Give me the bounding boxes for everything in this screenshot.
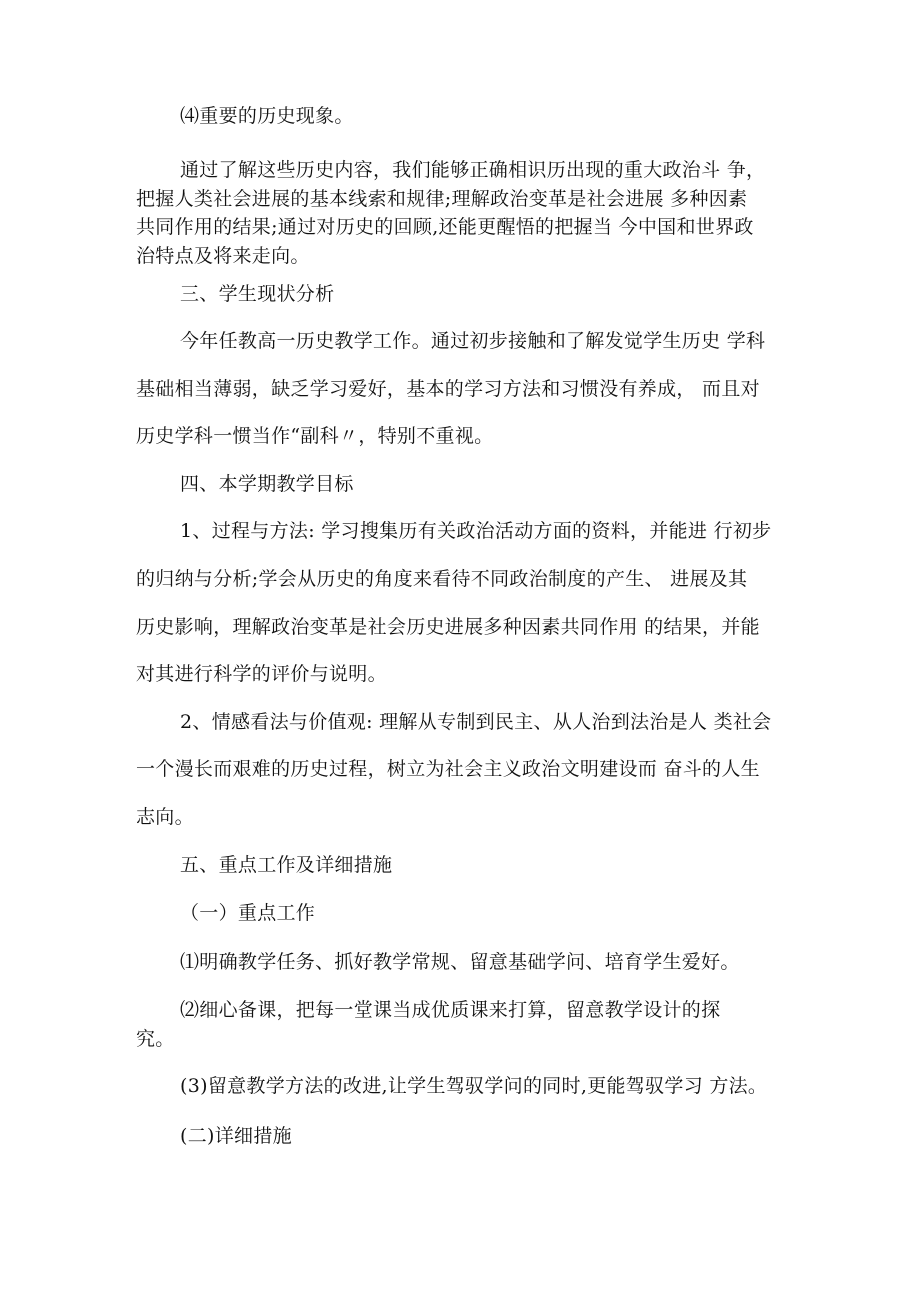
goal1-paragraph-line-3: 历史影响，理解政治变革是社会历史进展多种因素共同作用 的结果，并能 xyxy=(136,616,760,638)
section-heading-five: 五、重点工作及详细措施 xyxy=(180,854,393,876)
section-heading-four: 四、本学期教学目标 xyxy=(180,473,354,495)
goal1-paragraph-line-2: 的归纳与分析;学会从历史的角度来看待不同政治制度的产生、 进展及其 xyxy=(136,568,748,590)
goal2-paragraph-line-1: 2、情感看法与价值观: 理解从专制到民主、从人治到法治是人 类社会 xyxy=(180,711,772,733)
goal2-paragraph-line-2: 一个漫长而艰难的历史过程，树立为社会主义政治文明建设而 奋斗的人生 xyxy=(136,758,760,780)
key-work-item-2-line-2: 究。 xyxy=(136,1028,175,1050)
goal1-paragraph-line-4: 对其进行科学的评价与说明。 xyxy=(136,663,387,685)
intro-paragraph-line-3: 共同作用的结果;通过对历史的回顾,还能更醒悟的把握当 今中国和世界政 xyxy=(136,216,754,238)
key-work-item-3: (3)留意教学方法的改进,让学生驾驭学问的同时,更能驾驭学习 方法。 xyxy=(180,1075,768,1097)
subheading-measures: (二)详细措施 xyxy=(180,1125,292,1147)
students-paragraph-line-1: 今年任教高一历史教学工作。通过初步接触和了解发觉学生历史 学科 xyxy=(180,330,766,352)
intro-paragraph-line-1: 通过了解这些历史内容，我们能够正确相识历出现的重大政治斗 争， xyxy=(180,159,766,181)
intro-paragraph-line-4: 治特点及将来走向。 xyxy=(136,245,310,267)
goal2-paragraph-line-3: 志向。 xyxy=(136,806,194,828)
key-work-item-1: ⑴明确教学任务、抓好教学常规、留意基础学问、培育学生爱好。 xyxy=(180,951,740,973)
subheading-key-work: （一）重点工作 xyxy=(180,902,316,924)
section-heading-three: 三、学生现状分析 xyxy=(180,283,335,305)
students-paragraph-line-2: 基础相当薄弱，缺乏学习爱好，基本的学习方法和习惯没有养成， 而且对 xyxy=(136,378,760,400)
students-paragraph-line-3: 历史学科一惯当作“副科〃，特别不重视。 xyxy=(136,425,494,447)
key-work-item-2-line-1: ⑵细心备课，把每一堂课当成优质课来打算，留意教学设计的探 xyxy=(180,999,721,1021)
intro-paragraph-line-2: 把握人类社会进展的基本线索和规律;理解政治变革是社会进展 多种因素 xyxy=(136,188,748,210)
list-item-4: ⑷重要的历史现象。 xyxy=(180,105,354,127)
goal1-paragraph-line-1: 1、过程与方法: 学习搜集历有关政治活动方面的资料，并能进 行初步 xyxy=(180,520,772,542)
